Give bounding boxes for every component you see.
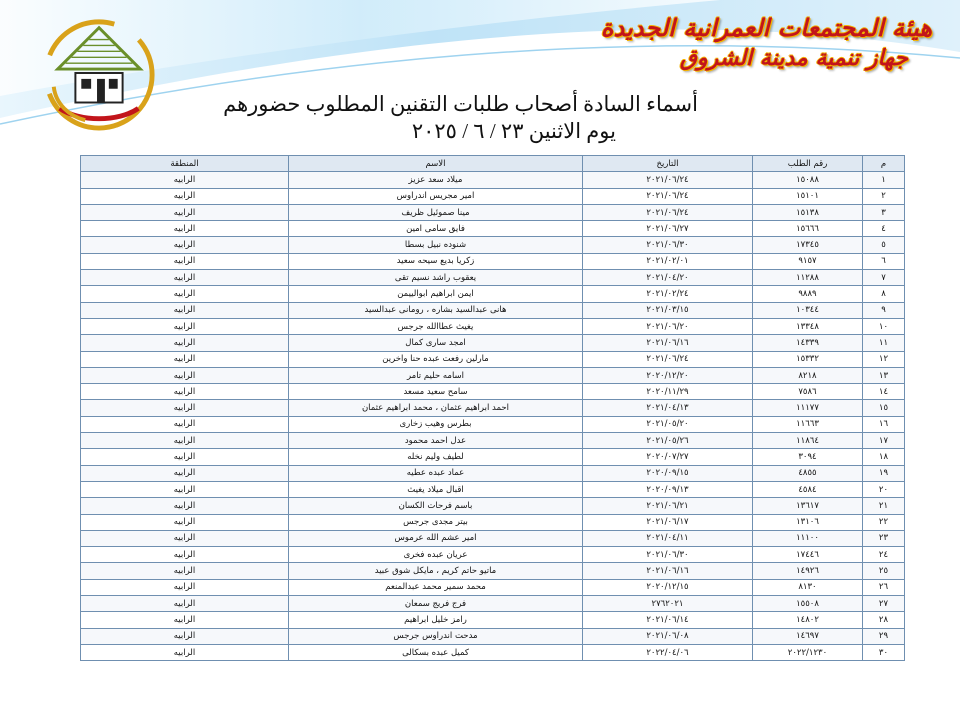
cell-name: اقبال ميلاد يغيث <box>289 481 583 497</box>
cell-num: ٤ <box>863 221 905 237</box>
cell-request: ٤٨٥٥ <box>753 465 863 481</box>
table-row <box>81 514 905 530</box>
cell-date: ٢٠٢١/٠٤/٢٠ <box>583 270 753 286</box>
document-date: يوم الاثنين ٢٣ / ٦ / ٢٠٢٥ <box>411 119 616 143</box>
cell-request: ١٥١٣٨ <box>753 204 863 220</box>
cell-num: ١٥ <box>863 400 905 416</box>
cell-date: ٢٠٢١/٠٦/١٧ <box>583 514 753 530</box>
cell-zone: الرابيه <box>81 270 289 286</box>
cell-zone: الرابيه <box>81 253 289 269</box>
cell-date: ٢٠٢١/٠٦/٣٠ <box>583 237 753 253</box>
cell-name: فرج فريج سمعان <box>289 596 583 612</box>
table-row <box>81 351 905 367</box>
cell-num: ١٢ <box>863 351 905 367</box>
column-header-zone: المنطقة <box>81 156 289 172</box>
cell-zone: الرابيه <box>81 318 289 334</box>
cell-zone: الرابيه <box>81 302 289 318</box>
cell-date: ٢٠٢٠/٠٩/١٣ <box>583 481 753 497</box>
table-row <box>81 481 905 497</box>
cell-num: ٢٥ <box>863 563 905 579</box>
cell-num: ١٤ <box>863 384 905 400</box>
cell-name: هانى عبدالسيد بشاره ، رومانى عبدالسيد <box>289 302 583 318</box>
cell-request: ١٣٣٤٨ <box>753 318 863 334</box>
cell-zone: الرابيه <box>81 530 289 546</box>
cell-date: ٢٠٢٢/٠٤/٠٦ <box>583 644 753 660</box>
table-row <box>81 433 905 449</box>
cell-request: ١١٢٨٨ <box>753 270 863 286</box>
cell-date: ٢٠٢١/٠٤/١١ <box>583 530 753 546</box>
cell-num: ١٩ <box>863 465 905 481</box>
cell-zone: الرابيه <box>81 465 289 481</box>
cell-name: مارلين رفعت عبده حنا واخرين <box>289 351 583 367</box>
cell-num: ١١ <box>863 335 905 351</box>
table-row <box>81 237 905 253</box>
cell-zone: الرابيه <box>81 612 289 628</box>
cell-date: ٢٠٢١/٠٤/١٣ <box>583 400 753 416</box>
cell-num: ٢٠ <box>863 481 905 497</box>
cell-date: ٢٠٢١/٠٦/٢٤ <box>583 351 753 367</box>
attendees-table-container <box>80 155 904 661</box>
cell-zone: الرابيه <box>81 498 289 514</box>
cell-name: عدل احمد محمود <box>289 433 583 449</box>
cell-name: كميل عبده بسكالى <box>289 644 583 660</box>
cell-name: يغيث عطاالله جرجس <box>289 318 583 334</box>
cell-name: زكريا بديع سيحه سعيد <box>289 253 583 269</box>
table-row <box>81 335 905 351</box>
table-row <box>81 644 905 660</box>
table-row <box>81 253 905 269</box>
cell-name: ايمن ابراهيم ابوالييمن <box>289 286 583 302</box>
cell-num: ٨ <box>863 286 905 302</box>
table-row <box>81 416 905 432</box>
cell-num: ٩ <box>863 302 905 318</box>
cell-zone: الرابيه <box>81 644 289 660</box>
cell-date: ٢٠٢١/٠٢/٠١ <box>583 253 753 269</box>
table-row <box>81 286 905 302</box>
cell-zone: الرابيه <box>81 204 289 220</box>
cell-zone: الرابيه <box>81 628 289 644</box>
cell-date: ٢٧٦٢٠٢١ <box>583 596 753 612</box>
cell-name: لطيف وليم نخله <box>289 449 583 465</box>
cell-num: ٢٩ <box>863 628 905 644</box>
cell-num: ١٠ <box>863 318 905 334</box>
cell-request: ١٥٦٦٦ <box>753 221 863 237</box>
cell-zone: الرابيه <box>81 514 289 530</box>
cell-date: ٢٠٢١/٠٦/٣٠ <box>583 547 753 563</box>
cell-num: ١٦ <box>863 416 905 432</box>
cell-date: ٢٠٢٠/١٢/١٥ <box>583 579 753 595</box>
cell-name: مينا صموئيل ظريف <box>289 204 583 220</box>
cell-num: ٢١ <box>863 498 905 514</box>
cell-name: محمد سمير محمد عبدالمنعم <box>289 579 583 595</box>
cell-name: امير مجريس اندراوس <box>289 188 583 204</box>
cell-name: يعقوب راشد نسيم تقى <box>289 270 583 286</box>
cell-zone: الرابيه <box>81 237 289 253</box>
cell-date: ٢٠٢١/٠٦/٢٧ <box>583 221 753 237</box>
cell-date: ٢٠٢٠/١٢/٢٠ <box>583 367 753 383</box>
cell-date: ٢٠٢٠/٠٩/١٥ <box>583 465 753 481</box>
document-title: أسماء السادة أصحاب طلبات التقنين المطلوب حضورهم <box>223 92 698 116</box>
cell-zone: الرابيه <box>81 433 289 449</box>
cell-name: امير عشم الله عرموس <box>289 530 583 546</box>
cell-request: ٧٥٨٦ <box>753 384 863 400</box>
cell-num: ٢٤ <box>863 547 905 563</box>
attendees-table <box>80 155 905 661</box>
cell-name: عريان عبده فخرى <box>289 547 583 563</box>
cell-name: ميلاد سعد عزيز <box>289 172 583 188</box>
cell-date: ٢٠٢١/٠٦/١٦ <box>583 563 753 579</box>
cell-zone: الرابيه <box>81 596 289 612</box>
cell-request: ١٤٣٣٩ <box>753 335 863 351</box>
cell-num: ٣ <box>863 204 905 220</box>
cell-request: ١١٨٦٤ <box>753 433 863 449</box>
table-row <box>81 449 905 465</box>
column-header-num: م <box>863 156 905 172</box>
cell-zone: الرابيه <box>81 449 289 465</box>
cell-num: ٣٠ <box>863 644 905 660</box>
cell-zone: الرابيه <box>81 563 289 579</box>
cell-zone: الرابيه <box>81 335 289 351</box>
cell-zone: الرابيه <box>81 188 289 204</box>
table-row <box>81 384 905 400</box>
table-row <box>81 579 905 595</box>
cell-name: شنوده نبيل بسطا <box>289 237 583 253</box>
cell-request: ١١١٠٠ <box>753 530 863 546</box>
cell-num: ١٨ <box>863 449 905 465</box>
cell-num: ٥ <box>863 237 905 253</box>
cell-request: ٤٥٨٤ <box>753 481 863 497</box>
cell-name: عماد عبده عطيه <box>289 465 583 481</box>
cell-request: ١٧٣٤٥ <box>753 237 863 253</box>
cell-num: ٢٢ <box>863 514 905 530</box>
cell-date: ٢٠٢١/٠٢/٢٤ <box>583 286 753 302</box>
cell-zone: الرابيه <box>81 221 289 237</box>
cell-date: ٢٠٢٠/١١/٢٩ <box>583 384 753 400</box>
table-row <box>81 367 905 383</box>
cell-request: ١٧٤٤٦ <box>753 547 863 563</box>
cell-zone: الرابيه <box>81 579 289 595</box>
cell-date: ٢٠٢١/٠٦/٢٠ <box>583 318 753 334</box>
cell-date: ٢٠٢٠/٠٧/٢٧ <box>583 449 753 465</box>
cell-date: ٢٠٢١/٠٥/٢٠ <box>583 416 753 432</box>
cell-name: فايق سامى امين <box>289 221 583 237</box>
table-row <box>81 172 905 188</box>
cell-date: ٢٠٢١/٠٦/١٦ <box>583 335 753 351</box>
table-row <box>81 204 905 220</box>
cell-num: ٢٦ <box>863 579 905 595</box>
cell-num: ١٣ <box>863 367 905 383</box>
cell-request: ١٤٦٩٧ <box>753 628 863 644</box>
cell-date: ٢٠٢١/٠٦/٢٤ <box>583 172 753 188</box>
cell-date: ٢٠٢١/٠٣/١٥ <box>583 302 753 318</box>
cell-name: ماتيو حاتم كريم ، مايكل شوق عبيد <box>289 563 583 579</box>
cell-name: رامز خليل ابراهيم <box>289 612 583 628</box>
cell-request: ٨٢١٨ <box>753 367 863 383</box>
cell-zone: الرابيه <box>81 547 289 563</box>
cell-zone: الرابيه <box>81 286 289 302</box>
cell-name: اسامه حليم تامر <box>289 367 583 383</box>
table-row <box>81 547 905 563</box>
table-header-row <box>81 156 905 172</box>
cell-request: ١٥٥٠٨ <box>753 596 863 612</box>
table-row <box>81 465 905 481</box>
cell-request: ١٤٨٠٢ <box>753 612 863 628</box>
cell-request: ٨١٣٠ <box>753 579 863 595</box>
table-row <box>81 302 905 318</box>
cell-name: باسم فرحات الكسان <box>289 498 583 514</box>
column-header-name: الاسم <box>289 156 583 172</box>
cell-request: ١٣١٠٦ <box>753 514 863 530</box>
table-row <box>81 400 905 416</box>
cell-name: سامح سعيد مسعد <box>289 384 583 400</box>
table-row <box>81 628 905 644</box>
cell-request: ٣٠٩٤ <box>753 449 863 465</box>
cell-zone: الرابيه <box>81 367 289 383</box>
table-row <box>81 563 905 579</box>
column-header-date: التاريخ <box>583 156 753 172</box>
cell-num: ٢٧ <box>863 596 905 612</box>
cell-zone: الرابيه <box>81 351 289 367</box>
cell-date: ٢٠٢١/٠٦/١٤ <box>583 612 753 628</box>
column-header-request: رقم الطلب <box>753 156 863 172</box>
cell-num: ٦ <box>863 253 905 269</box>
cell-num: ٢٣ <box>863 530 905 546</box>
cell-request: ١١٦٦٣ <box>753 416 863 432</box>
cell-num: ٧ <box>863 270 905 286</box>
cell-request: ٢٠٢٢/١٢٣٠ <box>753 644 863 660</box>
cell-request: ٩٨٨٩ <box>753 286 863 302</box>
cell-name: بيتر مجدى جرجس <box>289 514 583 530</box>
cell-request: ١٥٣٣٢ <box>753 351 863 367</box>
table-row <box>81 318 905 334</box>
cell-request: ١٤٩٢٦ <box>753 563 863 579</box>
cell-date: ٢٠٢١/٠٦/٢٤ <box>583 204 753 220</box>
cell-name: احمد ابراهيم عثمان ، محمد ابراهيم عثمان <box>289 400 583 416</box>
cell-zone: الرابيه <box>81 384 289 400</box>
cell-date: ٢٠٢١/٠٦/٢١ <box>583 498 753 514</box>
table-row <box>81 596 905 612</box>
table-row <box>81 612 905 628</box>
cell-num: ٢٨ <box>863 612 905 628</box>
cell-request: ١٥٠٨٨ <box>753 172 863 188</box>
organization-name: هيئة المجتمعات العمرانية الجديدة <box>600 14 932 42</box>
cell-name: امجد سارى كمال <box>289 335 583 351</box>
cell-name: مدحت اندراوس جرجس <box>289 628 583 644</box>
cell-num: ١ <box>863 172 905 188</box>
cell-request: ١٠٣٤٤ <box>753 302 863 318</box>
cell-zone: الرابيه <box>81 172 289 188</box>
cell-num: ١٧ <box>863 433 905 449</box>
cell-date: ٢٠٢١/٠٦/٠٨ <box>583 628 753 644</box>
cell-request: ١٥١٠١ <box>753 188 863 204</box>
cell-request: ١٣٦١٧ <box>753 498 863 514</box>
cell-date: ٢٠٢١/٠٥/٢٦ <box>583 433 753 449</box>
department-name: جهاز تنمية مدينة الشروق <box>679 46 908 71</box>
cell-zone: الرابيه <box>81 481 289 497</box>
table-row <box>81 221 905 237</box>
cell-zone: الرابيه <box>81 416 289 432</box>
cell-zone: الرابيه <box>81 400 289 416</box>
table-row <box>81 188 905 204</box>
cell-request: ١١١٧٧ <box>753 400 863 416</box>
cell-date: ٢٠٢١/٠٦/٢٤ <box>583 188 753 204</box>
table-row <box>81 530 905 546</box>
table-row <box>81 498 905 514</box>
cell-num: ٢ <box>863 188 905 204</box>
authority-logo-icon <box>40 14 158 132</box>
cell-request: ٩١٥٧ <box>753 253 863 269</box>
table-row <box>81 270 905 286</box>
cell-name: بطرس وهيب زخارى <box>289 416 583 432</box>
